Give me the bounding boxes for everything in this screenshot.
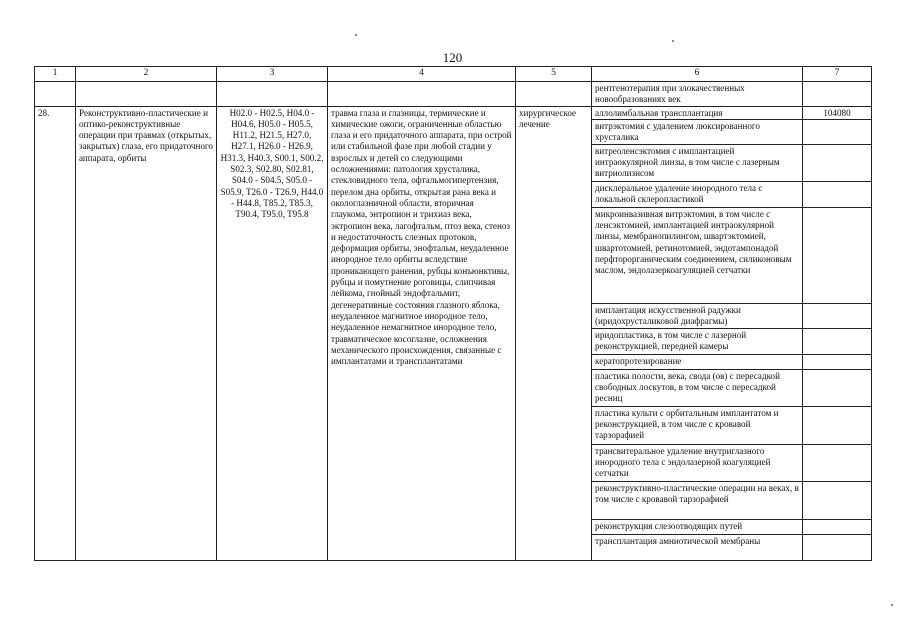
column-number: 4: [328, 67, 516, 82]
method-cell: трансплантация амниотической мембраны: [592, 534, 803, 560]
condition-description: травма глаза и глазницы, термические и химические ожоги, ограниченные областью глаза и его придаточного аппарата, при острой или стабильной фазе при любой стадии у взрослых и детей со следующими осложнениями: патология хрусталика, стекловидного тела, офтальмогипертензия, перелом дна орбиты, открытая рана века и окологлазничной области, вторичная глаукома, энтропион и трихиаз века, эктропион века, лагофтальм, птоз века, стеноз и недостаточность слезных протоков, деформация орбиты, энофтальм, неудаленное инородное тело орбиты вследствие проникающего ранения, рубцы конъюнктивы, рубцы и помутнение роговицы, слипчивая лейкома, гнойный эндофтальмит, дегенеративные состояния глазного яблока, неудаленное магнитное инородное тело, неудаленное немагнитное инородное тело, травматическое косоглазие, осложнения механического происхождения, связанные с имплантатами и трансплантатами: [328, 106, 516, 560]
amount: 104080: [803, 106, 872, 119]
column-number: 7: [803, 67, 872, 82]
method-cell: микроинвазивная витрэктомия, в том числе с ленсэктомией, имплантацией интраокулярной линзы, мембранопилингом, швартэктомией, швартотомией, ретинотомией, эндотампонадой перфторорганическим соединением, силиконовым маслом, эндолазеркоагуляцией сетчатки: [592, 207, 803, 303]
column-number: 2: [76, 67, 217, 82]
treatment-type: хирургическое лечение: [516, 106, 592, 560]
method-cell: витреоленсэктомия с имплантацией интраокулярной линзы, в том числе с лазерным витриолизисом: [592, 144, 803, 181]
procedures-table: [34, 66, 872, 561]
column-number: 1: [35, 67, 76, 82]
method-cell: рентгенотерапия при злокачественных новообразованиях век: [592, 82, 803, 107]
method-cell: реконструкция слезоотводящих путей: [592, 519, 803, 534]
entry-name: Реконструктивно-пластические и оптико-реконструктивные операции при травмах (открытых, закрытых) глаза, его придаточного аппарата, орбиты: [76, 106, 217, 560]
column-number-row: [35, 67, 872, 82]
scan-speck: [891, 604, 893, 606]
column-number: 6: [592, 67, 803, 82]
icd-codes: H02.0 - H02.5, H04.0 - H04.6, H05.0 - H05.5, H11.2, H21.5, H27.0, H27.1, H26.0 - H26.9, H31.3, H40.3, S00.1, S00.2, S02.3, S02.80, S02.81, S04.0 - S04.5, S05.0 - S05.9, T26.0 - T26.9, H44.0 - H44.8, T85.2, T85.3, T90.4, T95.0, T95.8: [217, 106, 328, 560]
column-number: 3: [217, 67, 328, 82]
method-cell: иридопластика, в том числе с лазерной реконструкцией, передней камеры: [592, 328, 803, 354]
method-cell: витрэктомия с удалением люксированного хрусталика: [592, 119, 803, 144]
table-row: [35, 106, 872, 119]
method-cell: аллолимбальная трансплантация: [592, 106, 803, 119]
entry-number: 28.: [35, 106, 76, 560]
scan-speck: [672, 40, 674, 42]
scan-speck: [355, 34, 357, 36]
column-number: 5: [516, 67, 592, 82]
method-cell: имплантация искусственной радужки (иридохрусталиковой диафрагмы): [592, 303, 803, 328]
method-cell: реконструктивно-пластические операции на веках, в том числе с кровавой тарзорафией: [592, 481, 803, 519]
method-cell: трансвитеральное удаление внутриглазного инородного тела с эндолазерной коагуляцией сетчатки: [592, 444, 803, 481]
method-cell: дисклеральное удаление инородного тела с локальной склеропластикой: [592, 181, 803, 207]
method-cell: пластика полости, века, свода (ов) с пересадкой свободных лоскутов, в том числе с пересадкой ресниц: [592, 369, 803, 406]
page-number: 120: [442, 50, 463, 65]
continuation-row: [35, 82, 872, 107]
method-cell: кератопротезирование: [592, 354, 803, 369]
method-cell: пластика культи с орбитальным имплантатом и реконструкцией, в том числе с кровавой тарзорафией: [592, 406, 803, 444]
